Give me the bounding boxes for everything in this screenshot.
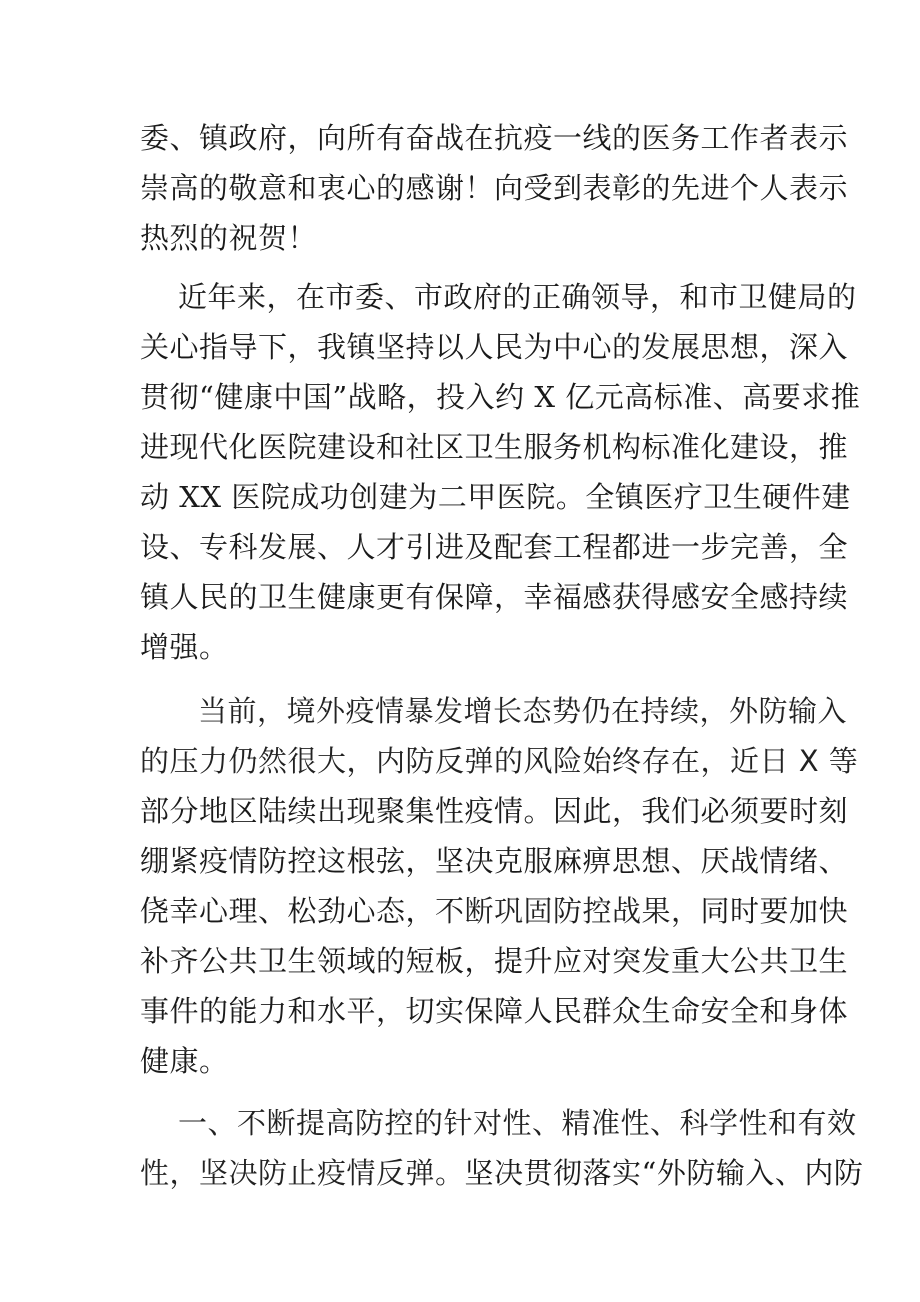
- paragraph-3-line-2-text: 的压力仍然很大，内防反弹的风险始终存在，近日 X 等: [140, 744, 859, 778]
- paragraph-2-line-5: 动 XX 医院成功创建为二甲医院。全镇医疗卫生硬件建: [140, 480, 851, 514]
- paragraph-2-line-2: 关心指导下，我镇坚持以人民为中心的发展思想，深入: [140, 330, 849, 364]
- section-heading-text-2: 性，坚决防止疫情反弹。: [140, 1156, 465, 1190]
- section-heading-text-1: 一、不断提高防控的针对性、精准性、科学性和有效: [178, 1106, 857, 1140]
- paragraph-2-line-6: 设、专科发展、人才引进及配套工程都进一步完善，全: [140, 530, 849, 564]
- paragraph-1-line-1: 委、镇政府，向所有奋战在抗疫一线的医务工作者表示: [140, 121, 849, 155]
- paragraph-3-line-1-text: 当前，境外疫情暴发增长态势仍在持续，外防输入: [198, 694, 848, 728]
- paragraph-2-line-1: 近年来，在市委、市政府的正确领导，和市卫健局的: [178, 280, 857, 314]
- paragraph-2-line-8: 增强。: [140, 630, 229, 664]
- paragraph-3-line-6: 补齐公共卫生领域的短板，提升应对突发重大公共卫生: [140, 944, 849, 978]
- paragraph-2-line-4: 进现代化医院建设和社区卫生服务机构标准化建设，推: [140, 430, 849, 464]
- paragraph-3-line-1: [198, 686, 848, 736]
- paragraph-3-line-5-start: 侥幸心理、松劲心态，: [140, 894, 436, 928]
- paragraph-3-line-5-end: 同时要加快: [700, 894, 849, 928]
- paragraph-1-line-2: 崇高的敬意和衷心的感谢！向受到表彰的先进个人表示: [140, 171, 849, 205]
- paragraph-3-line-4: 绷紧疫情防控这根弦，坚决克服麻痹思想、厌战情绪、: [140, 844, 849, 878]
- paragraph-2-line-3: 贯彻“健康中国”战略，投入约 X 亿元高标准、高要求推: [140, 380, 861, 414]
- paragraph-2-line-7: 镇人民的卫生健康更有保障，幸福感获得感安全感持续: [140, 580, 849, 614]
- section-heading-line-1: [178, 1098, 857, 1148]
- section-heading-line-2: [140, 1148, 864, 1198]
- paragraph-3-line-5: [140, 886, 849, 936]
- paragraph-3-line-2: [140, 736, 859, 786]
- paragraph-1-line-3: 热烈的祝贺！: [140, 221, 318, 255]
- paragraph-3-line-7: 事件的能力和水平，切实保障人民群众生命安全和身体: [140, 994, 849, 1028]
- paragraph-3-line-8: 健康。: [140, 1044, 229, 1078]
- section-body-start: 坚决贯彻落实“外防输入、内防: [464, 1156, 864, 1190]
- paragraph-3-line-5-emphasis: 不断巩固防控战果，: [435, 894, 701, 928]
- paragraph-3-line-3: 部分地区陆续出现聚集性疫情。因此，我们必须要时刻: [140, 794, 849, 828]
